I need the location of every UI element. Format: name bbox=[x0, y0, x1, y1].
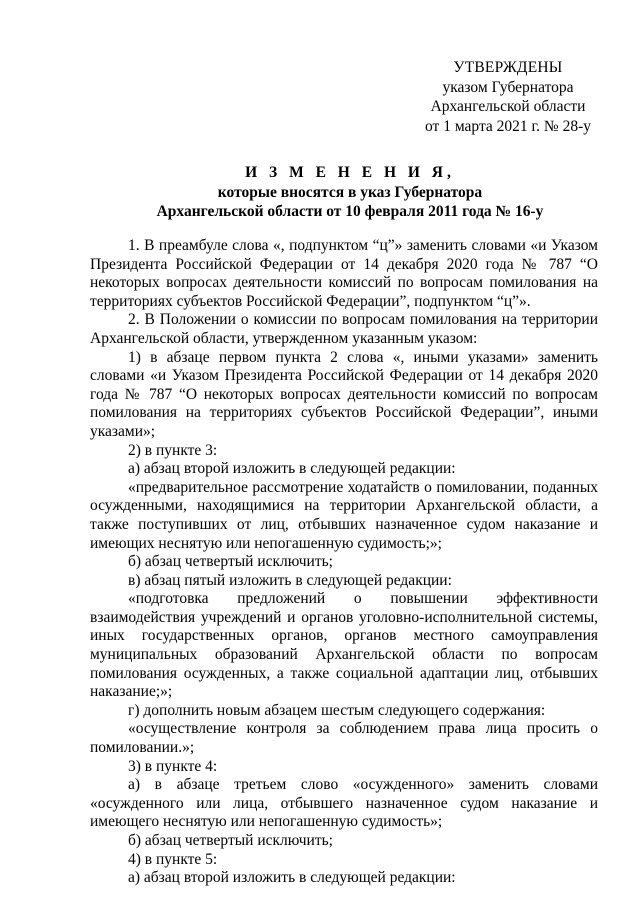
paragraph: «предварительное рассмотрение ходатайств о помиловании, поданных осужденными, находящимися на территории Архангельской области, а также поступивших от лиц, отбывших назначенное судом наказание и имеющих неснятую или непогашенную судимость;»; bbox=[90, 478, 598, 552]
paragraph: а) в абзаце третьем слово «осужденного» заменить словами «осужденного или лица, отбывшего назначенное судом наказание и имеющего неснятую или непогашенную судимость»; bbox=[90, 776, 598, 831]
paragraph: в) абзац пятый изложить в следующей редакции: bbox=[128, 571, 452, 589]
paragraph: 3) в пункте 4: bbox=[128, 757, 218, 775]
approval-decree: указом Губернатора bbox=[442, 78, 574, 96]
document-subtitle-line2: Архангельской области от 10 февраля 2011 года № 16-у bbox=[156, 203, 544, 220]
paragraph: а) абзац второй изложить в следующей редакции: bbox=[128, 460, 456, 478]
approval-region: Архангельской области bbox=[430, 98, 586, 115]
paragraph: 1) в абзаце первом пункта 2 слова «, иными указами» заменить словами «и Указом Президента Российской Федерации от 14 декабря 2020 года № 787 “О некоторых вопросах деятельности комиссий по вопросам помилования на территориях субъектов Российской Федерации”, иными указами»; bbox=[90, 348, 598, 440]
paragraph: б) абзац четвертый исключить; bbox=[128, 553, 333, 571]
approval-date: от 1 марта 2021 г. № 28-у bbox=[425, 117, 591, 135]
paragraph: «осуществление контроля за соблюдением права лица просить о помиловании.»; bbox=[90, 720, 598, 757]
paragraph: 4) в пункте 5: bbox=[128, 850, 218, 868]
paragraph: 2) в пункте 3: bbox=[128, 441, 218, 459]
approval-stamp bbox=[408, 58, 608, 136]
document-title: И З М Е Н Е Н И Я, bbox=[245, 164, 455, 181]
paragraph: г) дополнить новым абзацем шестым следующего содержания: bbox=[128, 701, 546, 719]
paragraph: 1. В преамбуле слова «, подпунктом “ц”» заменить словами «и Указом Президента Российской Федерации от 14 декабря 2020 года № 787 “О некоторых вопросах деятельности комиссий по вопросам помилования на территориях субъектов Российской Федерации”, подпунктом “ц”». bbox=[90, 237, 598, 310]
paragraph: «подготовка предложений о повышении эффективности взаимодействия учреждений и органов уголовно-исполнительной системы, иных государственных органов, органов местного самоуправления муниципальных образований Архангельской области по вопросам помилования осужденных, а также социальной адаптации лиц, отбывших наказание;»; bbox=[90, 590, 598, 701]
document-body bbox=[90, 237, 598, 888]
paragraph: а) абзац второй изложить в следующей редакции: bbox=[128, 869, 456, 887]
paragraph: 2. В Положении о комиссии по вопросам помилования на территории Архангельской области, утвержденном указанным указом: bbox=[90, 311, 598, 347]
paragraph: б) абзац четвертый исключить; bbox=[128, 832, 333, 849]
document-subtitle-line1: которые вносятся в указ Губернатора bbox=[217, 183, 483, 201]
approval-status: УТВЕРЖДЕНЫ bbox=[453, 59, 563, 76]
document-heading bbox=[90, 163, 610, 222]
